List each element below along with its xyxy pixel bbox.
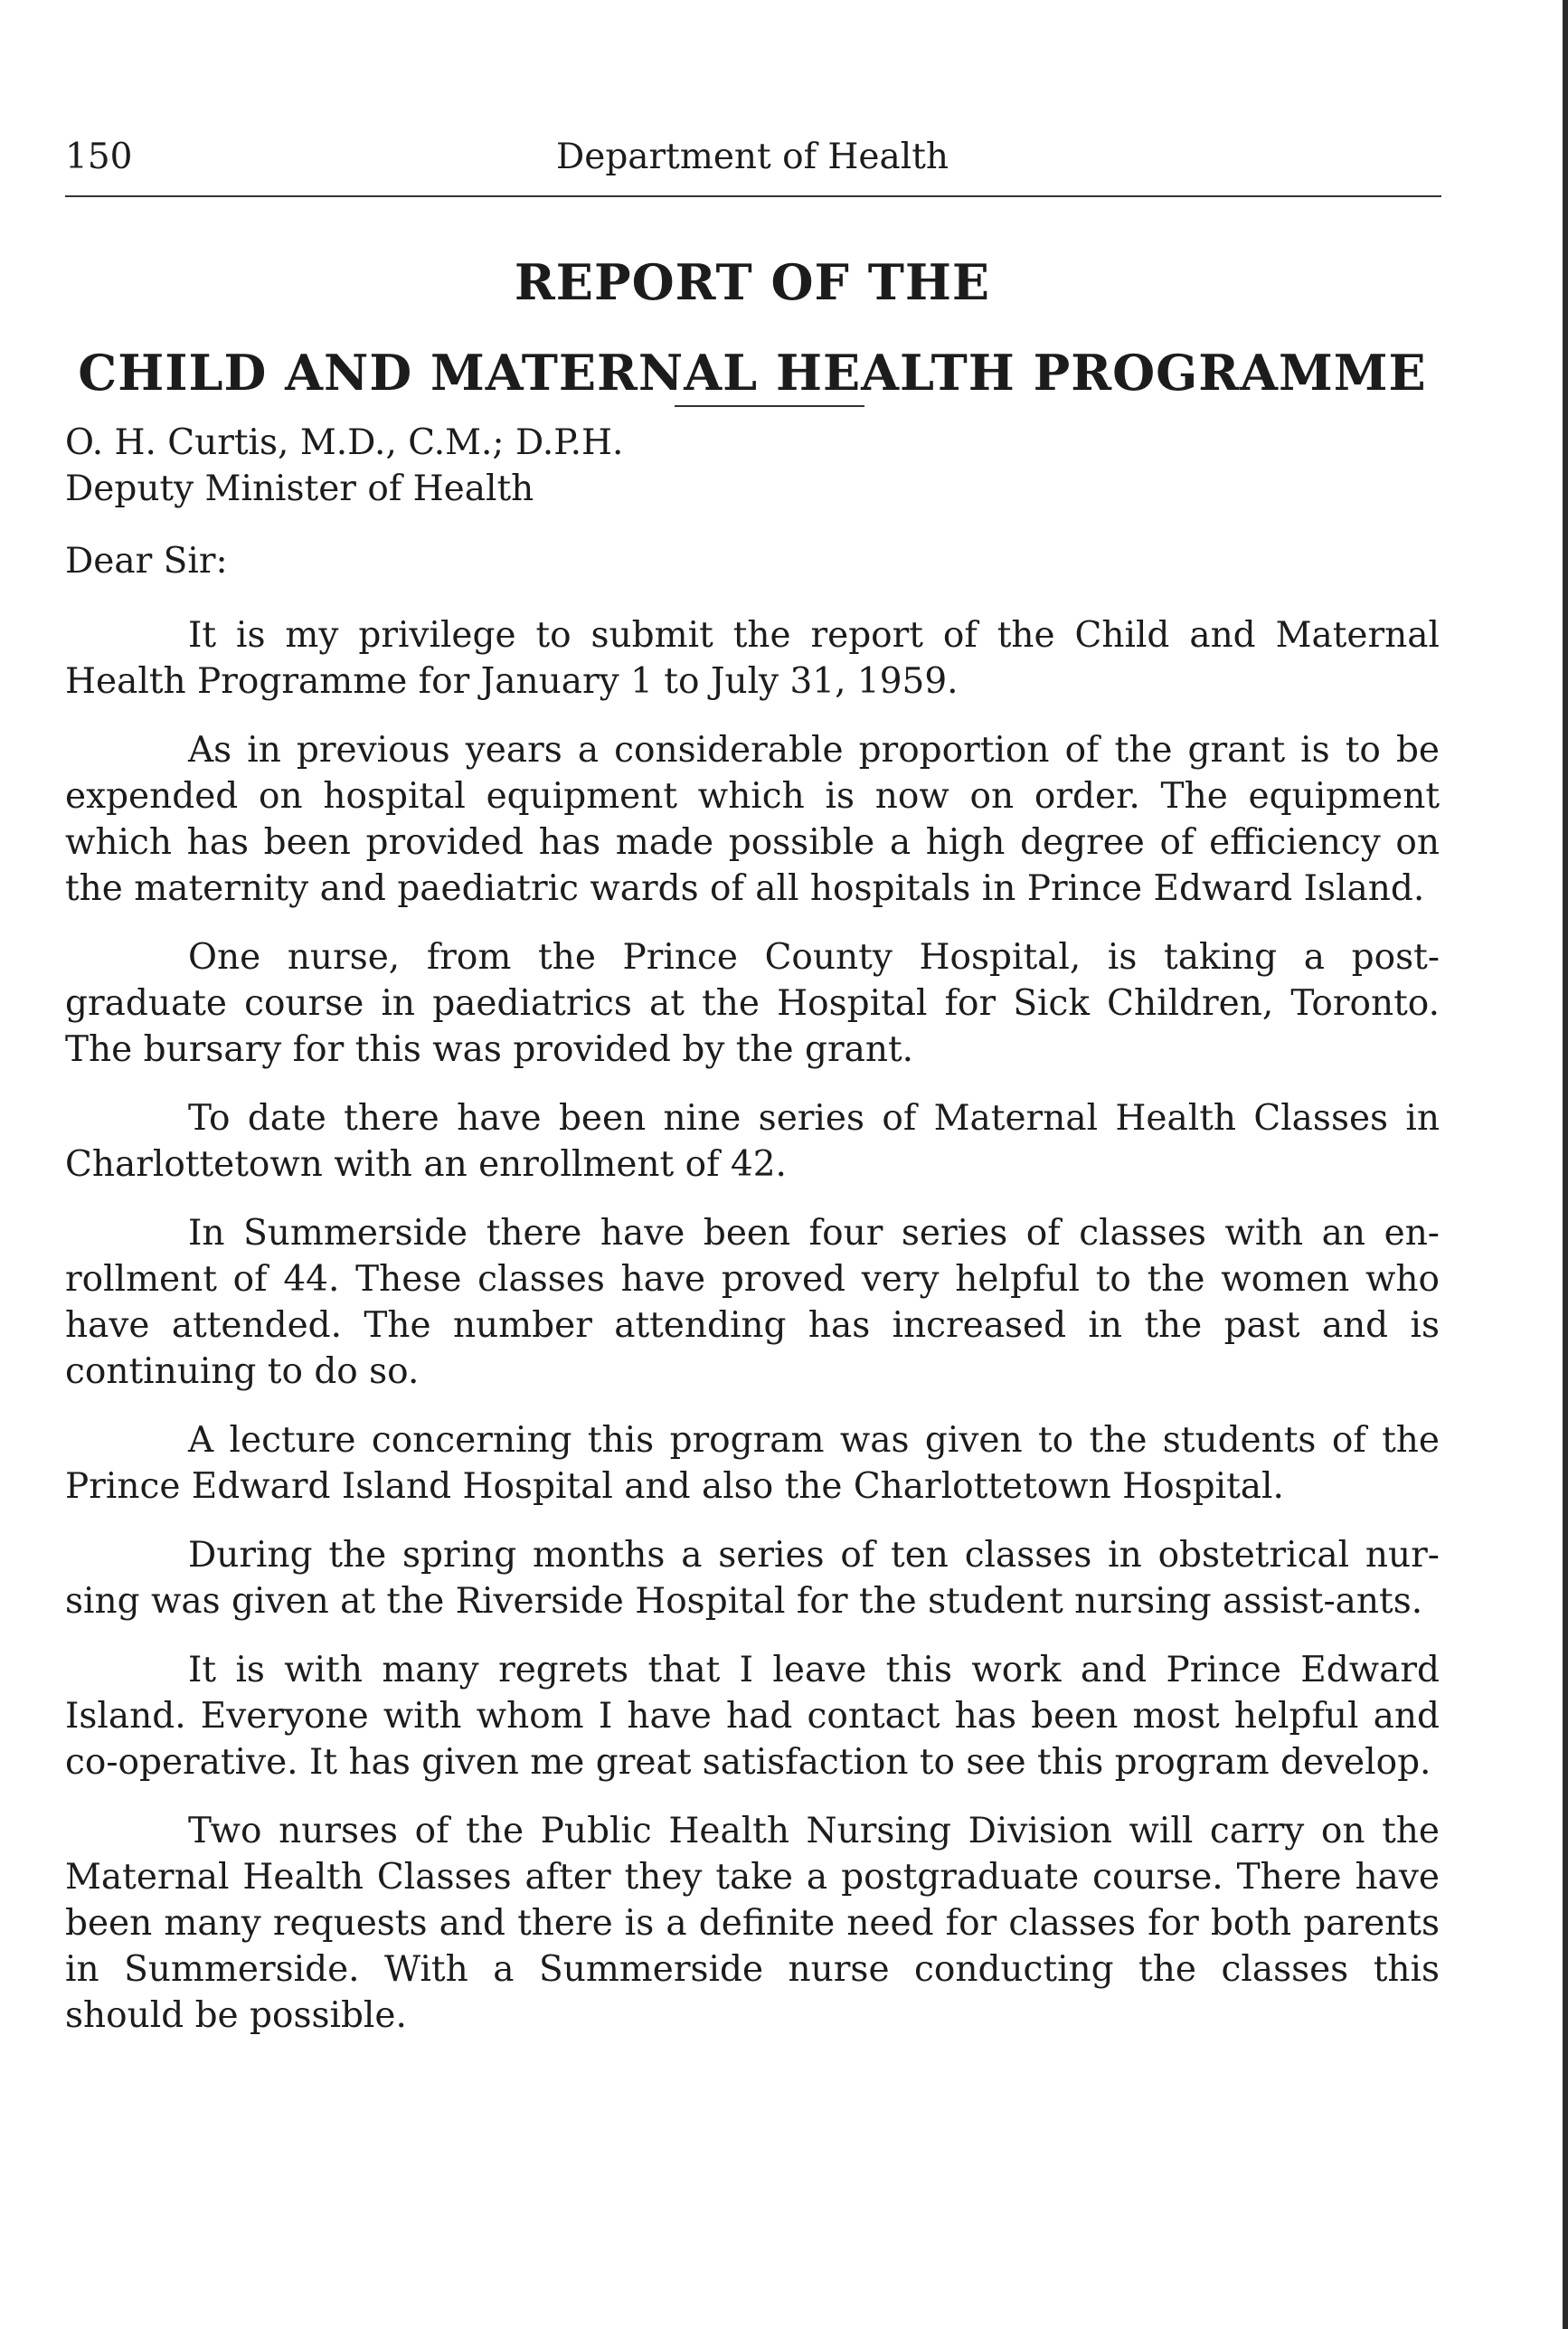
paragraph: As in previous years a considerable proportion of the grant is to be expended on hospital equipment which is now on order. The equipment which has been provided has made possible a high degree of efficiency on the maternity and paediatric wards of all hospitals in Prince Edward Island. [65,730,1440,909]
paragraph: During the spring months a series of ten classes in obstetrical nur-sing was given at the Riverside Hospital for the student nursing assist-ants. [65,1535,1440,1622]
paragraph: It is with many regrets that I leave this work and Prince Edward Island. Everyone with whom I have had contact has been most helpful and co-operative. It has given me great satisfaction to see this program develop. [65,1650,1440,1783]
running-title: Department of Health [555,137,949,177]
paragraph: To date there have been nine series of Maternal Health Classes in Charlottetown with an enrollment of 42. [65,1098,1440,1185]
report-title [65,237,1440,418]
addressee-position: Deputy Minister of Health [65,469,534,509]
addressee-block [65,420,1440,584]
paragraph: In Summerside there have been four series of classes with an en-rollment of 44. These classes have proved very helpful to the women who have attended. The number attending has increased in the past and is continuing to do so. [65,1213,1440,1392]
salutation: Dear Sir: [65,541,228,582]
paragraph: A lecture concerning this program was given to the students of the Prince Edward Island Hospital and also the Charlottetown Hospital. [65,1420,1440,1507]
paragraph: It is my privilege to submit the report of the Child and Maternal Health Programme for January 1 to July 31, 1959. [65,615,1440,702]
page-edge-shadow [1563,0,1568,2329]
header-rule [65,195,1441,197]
title-rule [675,405,864,407]
page-number: 150 [65,137,133,177]
letter-body [65,612,1440,2061]
addressee-name: O. H. Curtis, M.D., C.M.; D.P.H. [65,422,624,463]
running-header [65,134,1440,181]
report-title-line-2: CHILD AND MATERNAL HEALTH PROGRAMME [78,344,1427,402]
report-title-line-1: REPORT OF THE [514,253,991,311]
paragraph: Two nurses of the Public Health Nursing Division will carry on the Maternal Health Classes after they take a postgraduate course. There have been many requests and there is a definite need for classes for both parents in Summerside. With a Summerside nurse conducting the classes this should be possible. [65,1811,1440,2036]
paragraph: One nurse, from the Prince County Hospital, is taking a post-graduate course in paediatrics at the Hospital for Sick Children, Toronto. The bursary for this was provided by the grant. [65,937,1440,1070]
